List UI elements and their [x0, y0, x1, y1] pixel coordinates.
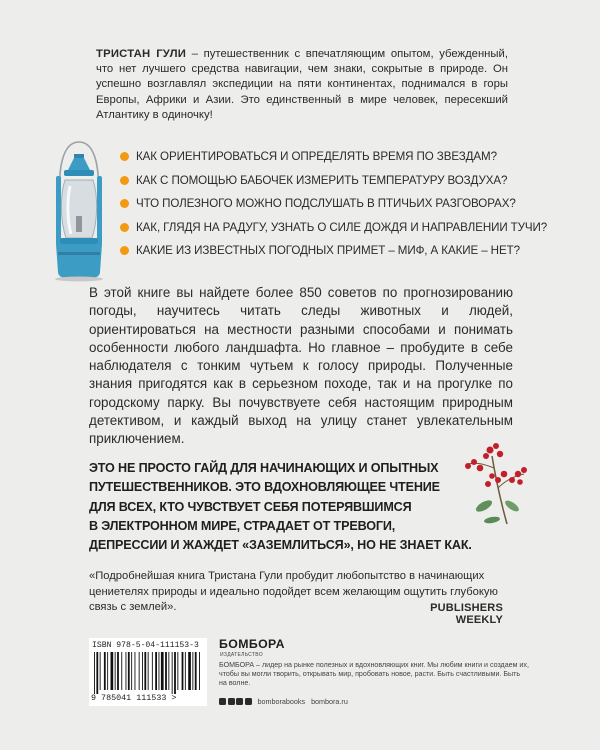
barcode-digits: 9 785041 111533 > — [91, 693, 177, 703]
publisher-socials — [219, 697, 348, 706]
question-list — [120, 150, 548, 268]
author-bio — [96, 47, 508, 123]
barcode-bars-icon — [93, 652, 203, 694]
social-icons — [219, 698, 252, 705]
publisher-description: БОМБОРА – лидер на рынке полезных и вдохновляющих книг. Мы любим книги и создаем их, чтобы вы могли творить, открывать мир, пробовать новое, расти. Быть счастливыми. Быть на волне. — [219, 661, 529, 687]
list-item: ЧТО ПОЛЕЗНОГО МОЖНО ПОДСЛУШАТЬ В ПТИЧЬИХ РАЗГОВОРАХ? — [120, 197, 520, 221]
lantern-icon — [50, 140, 108, 282]
author-name: ТРИСТАН ГУЛИ — [96, 48, 187, 60]
list-item: КАК С ПОМОЩЬЮ БАБОЧЕК ИЗМЕРИТЬ ТЕМПЕРАТУРУ ВОЗДУХА? — [120, 174, 520, 198]
list-item: КАКИЕ ИЗ ИЗВЕСТНЫХ ПОГОДНЫХ ПРИМЕТ – МИФ, А КАКИЕ – НЕТ? — [120, 244, 520, 268]
orange-dot-icon — [120, 199, 129, 208]
barcode — [89, 638, 207, 706]
orange-dot-icon — [120, 152, 129, 161]
review-source: PUBLISHERS WEEKLY — [430, 602, 503, 626]
review-quote: «Подробнейшая книга Тристана Гули пробудит любопытство в начинающих цениетелях природы и идеально подойдет всем желающим ощутить глубокую связь с землей». — [89, 570, 498, 613]
publisher-logo: БОМБОРА — [219, 637, 285, 651]
orange-dot-icon — [120, 223, 129, 232]
isbn-number: ISBN 978-5-04-111153-3 — [92, 641, 199, 650]
orange-dot-icon — [120, 176, 129, 185]
highlight-statement: ЭТО НЕ ПРОСТО ГАЙД ДЛЯ НАЧИНАЮЩИХ И ОПЫТНЫХ ПУТЕШЕСТВЕННИКОВ. ЭТО ВДОХНОВЛЯЮЩЕЕ ЧТЕНИЕ ДЛЯ ВСЕХ, КТО ЧУВСТВУЕТ СЕБЯ ПОТЕРЯВШИМСЯ В ЭЛЕКТРОННОМ МИРЕ, СТРАДАЕТ ОТ ТРЕВОГИ, ДЕПРЕССИИ И ЖАЖДЕТ «ЗАЗЕМЛИТЬСЯ», НО НЕ ЗНАЕТ КАК. — [89, 461, 472, 553]
list-item: КАК ОРИЕНТИРОВАТЬСЯ И ОПРЕДЕЛЯТЬ ВРЕМЯ ПО ЗВЕЗДАМ? — [120, 150, 520, 174]
author-bio-text: – путешественник с впечатляющим опытом, убежденный, что нет лучшего средства навигации, чем знаки, сокрытые в природе. Он успешно возглавлял экспедиции на пяти континентах, поднимался в горы Европы, Африки и Азии. Это единственный в мире человек, пересекший Атлантику в одиночку! — [96, 48, 508, 121]
orange-dot-icon — [120, 246, 129, 255]
publisher-subtitle: ИЗДАТЕЛЬСТВО — [220, 652, 263, 658]
publisher-site: bombora.ru — [311, 697, 348, 706]
berries-branch-icon — [462, 436, 532, 526]
list-item: КАК, ГЛЯДЯ НА РАДУГУ, УЗНАТЬ О СИЛЕ ДОЖДЯ И НАПРАВЛЕНИИ ТУЧИ? — [120, 221, 520, 245]
social-handle: bomborabooks — [257, 697, 306, 706]
main-description: В этой книге вы найдете более 850 советов по прогнозированию погоды, научитесь читать следы животных и людей, ориентироваться на местности разными способами и понимать особенности любого ландшафта. Но главное – пробудите в себе наблюдателя с тонким чутьем к голосу природы. Полученные знания пригодятся как в серьезном походе, так и на прогулке по городскому парку. Вы почувствуете себя настоящим природным детективом, и каждый выход на улицу станет увлекательным приключением. — [89, 285, 513, 447]
